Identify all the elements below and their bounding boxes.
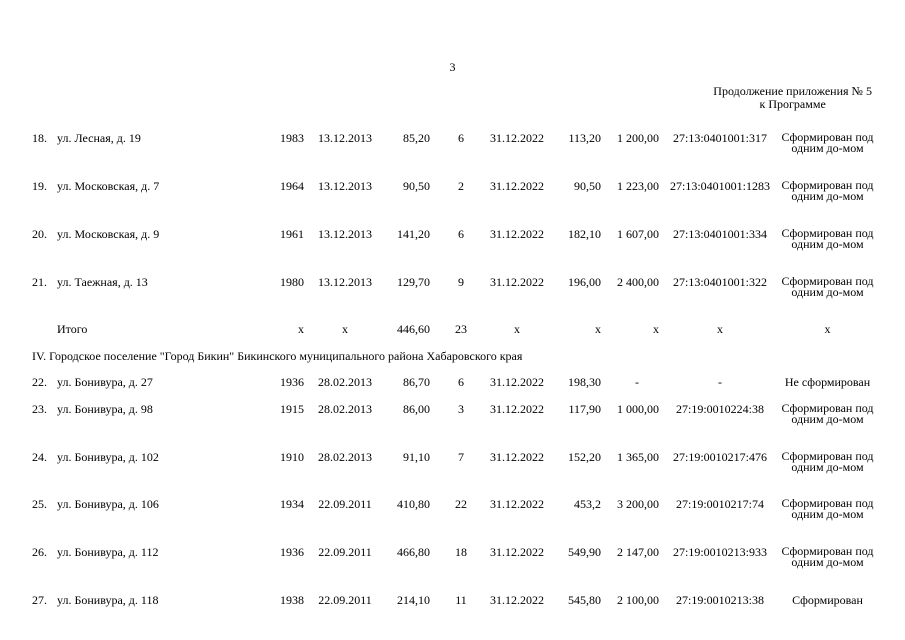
- total-cost: х: [653, 322, 659, 336]
- status: Сформирован под одним до-мом: [781, 496, 874, 521]
- cost: 1 223,00: [617, 179, 659, 193]
- section-title: IV. Городское поселение "Город Бикин" Бикинского муниципального района Хабаровского края: [32, 349, 523, 363]
- row-number: 24.: [32, 450, 47, 464]
- planned-date: 31.12.2022: [490, 179, 544, 193]
- planned-date: 31.12.2022: [490, 593, 544, 607]
- land-area: 182,10: [568, 227, 601, 241]
- people-count: 2: [458, 179, 464, 193]
- cadastral-number: -: [718, 375, 722, 389]
- area: 129,70: [397, 275, 430, 289]
- address: ул. Бонивура, д. 27: [57, 375, 153, 389]
- continuation-header: [713, 85, 872, 111]
- year: 1938: [280, 593, 304, 607]
- status: Сформирован под одним до-мом: [781, 274, 874, 299]
- recognition-date: 13.12.2013: [318, 227, 372, 241]
- recognition-date: 22.09.2011: [318, 593, 372, 607]
- people-count: 9: [458, 275, 464, 289]
- year: 1983: [280, 131, 304, 145]
- cadastral-number: 27:13:0401001:322: [672, 275, 767, 289]
- address: ул. Бонивура, д. 102: [57, 450, 159, 464]
- status: Сформирован под одним до-мом: [781, 544, 874, 569]
- people-count: 18: [455, 545, 467, 559]
- total-area: 446,60: [397, 322, 430, 336]
- status: Сформирован под одним до-мом: [781, 401, 874, 426]
- recognition-date: 13.12.2013: [318, 179, 372, 193]
- cost: 2 100,00: [617, 593, 659, 607]
- cadastral-number: 27:13:0401001:1283: [669, 179, 770, 193]
- address: ул. Московская, д. 7: [57, 179, 160, 193]
- cost: 3 200,00: [617, 497, 659, 511]
- planned-date: 31.12.2022: [490, 131, 544, 145]
- area: 90,50: [403, 179, 430, 193]
- status: Сформирован под одним до-мом: [781, 178, 874, 203]
- total-people: 23: [455, 322, 467, 336]
- land-area: 117,90: [568, 402, 601, 416]
- page-number: 3: [449, 60, 456, 74]
- recognition-date: 13.12.2013: [318, 275, 372, 289]
- people-count: 3: [458, 402, 464, 416]
- total-planned-date: х: [514, 322, 520, 336]
- year: 1961: [280, 227, 304, 241]
- row-number: 21.: [32, 275, 47, 289]
- status: Сформирован под одним до-мом: [781, 226, 874, 251]
- area: 86,00: [403, 402, 430, 416]
- recognition-date: 28.02.2013: [318, 375, 372, 389]
- year: 1980: [280, 275, 304, 289]
- total-label: Итого: [57, 322, 88, 336]
- planned-date: 31.12.2022: [490, 450, 544, 464]
- recognition-date: 13.12.2013: [318, 131, 372, 145]
- area: 91,10: [403, 450, 430, 464]
- total-status: х: [824, 322, 831, 336]
- cadastral-number: 27:19:0010217:74: [675, 497, 764, 511]
- area: 214,10: [397, 593, 430, 607]
- total-year: х: [298, 322, 304, 336]
- planned-date: 31.12.2022: [490, 402, 544, 416]
- address: ул. Московская, д. 9: [57, 227, 160, 241]
- address: ул. Таежная, д. 13: [57, 275, 148, 289]
- row-number: 18.: [32, 131, 47, 145]
- land-area: 453,2: [574, 497, 601, 511]
- land-area: 549,90: [568, 545, 601, 559]
- people-count: 11: [455, 593, 467, 607]
- planned-date: 31.12.2022: [490, 375, 544, 389]
- cost: -: [635, 375, 639, 389]
- row-number: 19.: [32, 179, 47, 193]
- status: Сформирован под одним до-мом: [781, 130, 874, 155]
- cost: 1 000,00: [617, 402, 659, 416]
- cost: 1 200,00: [617, 131, 659, 145]
- area: 466,80: [397, 545, 430, 559]
- cost: 2 147,00: [617, 545, 659, 559]
- address: ул. Бонивура, д. 118: [57, 593, 159, 607]
- status: Сформирован под одним до-мом: [781, 449, 874, 474]
- continuation-line-1: Продолжение приложения № 5: [713, 84, 872, 98]
- year: 1936: [280, 545, 304, 559]
- land-area: 152,20: [568, 450, 601, 464]
- row-number: 22.: [32, 375, 47, 389]
- land-area: 90,50: [574, 179, 601, 193]
- row-number: 20.: [32, 227, 47, 241]
- land-area: 113,20: [568, 131, 601, 145]
- cost: 1 607,00: [617, 227, 659, 241]
- area: 86,70: [403, 375, 430, 389]
- area: 85,20: [403, 131, 430, 145]
- continuation-line-2: к Программе: [759, 97, 826, 111]
- row-number: 26.: [32, 545, 47, 559]
- recognition-date: 28.02.2013: [318, 402, 372, 416]
- total-land-area: х: [595, 322, 601, 336]
- cadastral-number: 27:19:0010217:476: [672, 450, 767, 464]
- land-area: 545,80: [568, 593, 601, 607]
- total-cadastral: х: [717, 322, 723, 336]
- people-count: 22: [455, 497, 467, 511]
- address: ул. Бонивура, д. 112: [57, 545, 159, 559]
- area: 141,20: [397, 227, 430, 241]
- recognition-date: 22.09.2011: [318, 497, 372, 511]
- people-count: 6: [458, 131, 464, 145]
- land-area: 196,00: [568, 275, 601, 289]
- cadastral-number: 27:19:0010224:38: [675, 402, 764, 416]
- total-recognition-date: х: [342, 322, 348, 336]
- status: Не сформирован: [784, 375, 871, 389]
- year: 1964: [280, 179, 304, 193]
- people-count: 7: [458, 450, 464, 464]
- recognition-date: 22.09.2011: [318, 545, 372, 559]
- cost: 1 365,00: [617, 450, 659, 464]
- status: Сформирован: [792, 593, 863, 607]
- cadastral-number: 27:13:0401001:334: [672, 227, 767, 241]
- row-number: 27.: [32, 593, 47, 607]
- cost: 2 400,00: [617, 275, 659, 289]
- planned-date: 31.12.2022: [490, 497, 544, 511]
- people-count: 6: [458, 227, 464, 241]
- land-area: 198,30: [568, 375, 601, 389]
- cadastral-number: 27:19:0010213:933: [672, 545, 767, 559]
- year: 1936: [280, 375, 304, 389]
- address: ул. Лесная, д. 19: [57, 131, 141, 145]
- year: 1915: [280, 402, 304, 416]
- planned-date: 31.12.2022: [490, 227, 544, 241]
- planned-date: 31.12.2022: [490, 545, 544, 559]
- address: ул. Бонивура, д. 106: [57, 497, 159, 511]
- planned-date: 31.12.2022: [490, 275, 544, 289]
- row-number: 25.: [32, 497, 47, 511]
- recognition-date: 28.02.2013: [318, 450, 372, 464]
- year: 1934: [280, 497, 304, 511]
- row-number: 23.: [32, 402, 47, 416]
- address: ул. Бонивура, д. 98: [57, 402, 153, 416]
- area: 410,80: [397, 497, 430, 511]
- year: 1910: [280, 450, 304, 464]
- cadastral-number: 27:13:0401001:317: [672, 131, 767, 145]
- cadastral-number: 27:19:0010213:38: [675, 593, 764, 607]
- people-count: 6: [458, 375, 464, 389]
